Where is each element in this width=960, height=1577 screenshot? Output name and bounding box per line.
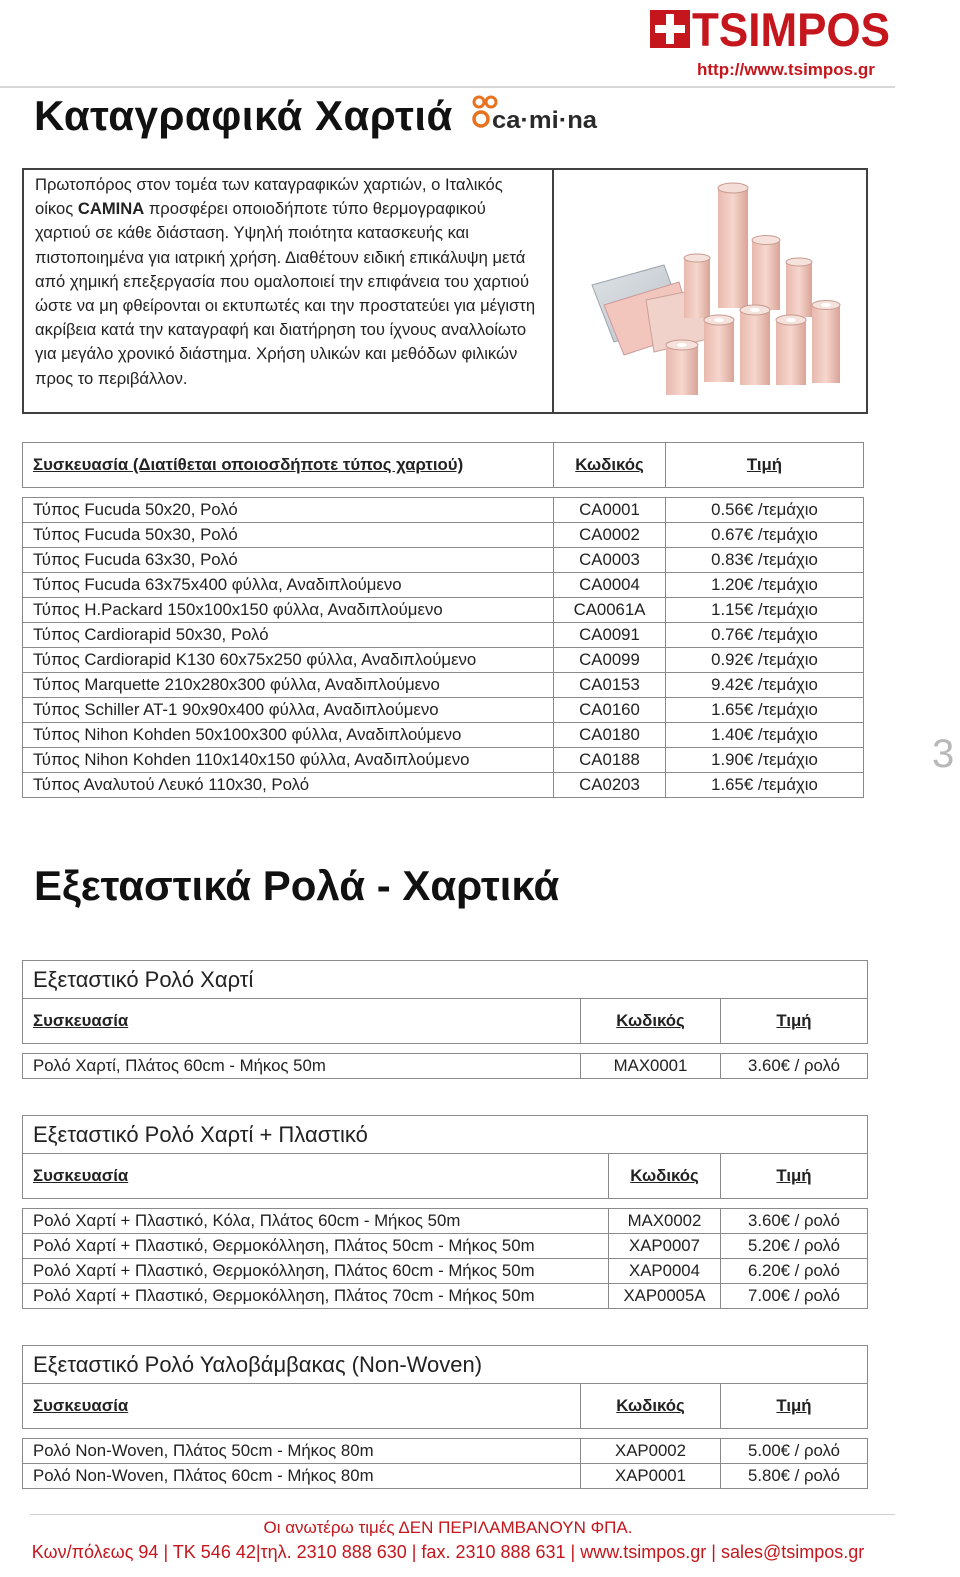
- footer-vat-note: Οι ανωτέρω τιμές ΔΕΝ ΠΕΡΙΛΑΜΒΑΝΟΥΝ ΦΠΑ.: [263, 1518, 633, 1537]
- column-header-code: Κωδικός: [581, 999, 721, 1044]
- table-row: Τύπος Fucuda 50x20, Ρολό CA0001 0.56€ /τεμάχιο: [23, 498, 864, 523]
- table-row: Τύπος Nihon Kohden 110x140x150 φύλλα, Αναδιπλούμενο CA0188 1.90€ /τεμάχιο: [23, 748, 864, 773]
- intro-box: [22, 168, 868, 414]
- table-row: Τύπος Cardiorapid 50x30, Ρολό CA0091 0.76€ /τεμάχιο: [23, 623, 864, 648]
- column-header-packaging: Συσκευασία: [23, 1384, 581, 1429]
- tsimpos-logo: [650, 4, 895, 54]
- table-row: Ρολό Χαρτί, Πλάτος 60cm - Μήκος 50m MAX0001 3.60€ / ρολό: [23, 1054, 868, 1079]
- table-row: Ρολό Χαρτί + Πλαστικό, Θερμοκόλληση, Πλάτος 70cm - Μήκος 50m XAP0005A 7.00€ / ρολό: [23, 1284, 868, 1309]
- column-header-code: Κωδικός: [554, 443, 666, 488]
- table-title: Εξεταστικό Ρολό Χαρτί: [23, 961, 868, 999]
- camina-logo-text: ca·mi·na: [492, 107, 598, 134]
- column-header-code: Κωδικός: [581, 1384, 721, 1429]
- page-number: 3: [932, 732, 955, 776]
- table-title: Εξεταστικό Ρολό Χαρτί + Πλαστικό: [23, 1116, 868, 1154]
- section-title: Εξεταστικά Ρολά - Χαρτικά: [34, 862, 560, 909]
- exam-roll-nonwoven-table: [22, 1345, 868, 1489]
- paper-rolls-illustration: [554, 170, 866, 412]
- column-header-code: Κωδικός: [609, 1154, 721, 1199]
- table-header-row: [23, 1154, 868, 1199]
- column-header-price: Τιμή: [721, 1384, 868, 1429]
- table-title: Εξεταστικό Ρολό Υαλοβάμβακας (Non-Woven): [23, 1346, 868, 1384]
- logo-text: TSIMPOS: [692, 4, 890, 54]
- column-header-price: Τιμή: [666, 443, 864, 488]
- table-row: Τύπος Cardiorapid K130 60x75x250 φύλλα, Αναδιπλούμενο CA0099 0.92€ /τεμάχιο: [23, 648, 864, 673]
- table-row: Ρολό Χαρτί + Πλαστικό, Κόλα, Πλάτος 60cm - Μήκος 50m MAX0002 3.60€ / ρολό: [23, 1209, 868, 1234]
- column-header-packaging: Συσκευασία (Διατίθεται οποιοσδήποτε τύπος χαρτιού): [23, 443, 554, 488]
- column-header-price: Τιμή: [721, 1154, 868, 1199]
- table-row: Τύπος H.Packard 150x100x150 φύλλα, Αναδιπλούμενο CA0061A 1.15€ /τεμάχιο: [23, 598, 864, 623]
- table-row: Τύπος Fucuda 63x30, Ρολό CA0003 0.83€ /τεμάχιο: [23, 548, 864, 573]
- column-header-packaging: Συσκευασία: [23, 999, 581, 1044]
- table-row: Ρολό Χαρτί + Πλαστικό, Θερμοκόλληση, Πλάτος 60cm - Μήκος 50m XAP0004 6.20€ / ρολό: [23, 1259, 868, 1284]
- table-row: Τύπος Αναλυτού Λευκό 110x30, Ρολό CA0203 1.65€ /τεμάχιο: [23, 773, 864, 798]
- table-row: Ρολό Non-Woven, Πλάτος 60cm - Μήκος 80m XAP0001 5.80€ / ρολό: [23, 1464, 868, 1489]
- table-row: Ρολό Non-Woven, Πλάτος 50cm - Μήκος 80m XAP0002 5.00€ / ρολό: [23, 1439, 868, 1464]
- brand-url[interactable]: http://www.tsimpos.gr: [697, 60, 875, 79]
- exam-roll-paper-table: [22, 960, 868, 1079]
- recording-paper-table: [22, 442, 864, 798]
- intro-brand: CAMINA: [77, 199, 145, 219]
- table-row: Τύπος Fucuda 50x30, Ρολό CA0002 0.67€ /τεμάχιο: [23, 523, 864, 548]
- intro-text: Πρωτοπόρος στον τομέα των καταγραφικών χαρτιών, ο Ιταλικός οίκος CAMINA προσφέρει οποιοδήποτε τύπο θερμογραφικού χαρτιού σε κάθε διάσταση. Υψηλή ποιότητα κατασκευής και πιστοποιημένα για ιατρική χρήση. Διαθέτουν ειδική επικάλυψη μετά από χημική επεξεργασία που ομαλοποιεί την επιφάνεια του χαρτιού ώστε να μη φθείρονται οι εκτυπωτές και την προστατεύει για μέγιστη ακρίβεια κατά την καταγραφή και διατήρηση του ίχνους αναλλοίωτο για μεγάλο χρονικό διάστημα. Χρήση υλικών και μεθόδων φιλικών προς το περιβάλλον.: [24, 170, 554, 412]
- exam-roll-paper-plastic-table: [22, 1115, 868, 1309]
- footer-contact: Κων/πόλεως 94 | ΤΚ 546 42|τηλ. 2310 888 630 | fax. 2310 888 631 | www.tsimpos.gr | sales@tsimpos.gr: [31, 1542, 865, 1562]
- table-header-row: [23, 443, 864, 488]
- header-divider: [0, 86, 895, 88]
- paper-rolls-image: [554, 170, 866, 412]
- page-title: Καταγραφικά Χαρτιά: [34, 92, 453, 139]
- table-row: Τύπος Fucuda 63x75x400 φύλλα, Αναδιπλούμενο CA0004 1.20€ /τεμάχιο: [23, 573, 864, 598]
- column-header-price: Τιμή: [721, 999, 868, 1044]
- table-header-row: [23, 1384, 868, 1429]
- camina-logo: [472, 93, 622, 137]
- footer-divider: [30, 1514, 895, 1515]
- table-row: Τύπος Marquette 210x280x300 φύλλα, Αναδιπλούμενο CA0153 9.42€ /τεμάχιο: [23, 673, 864, 698]
- table-header-row: [23, 999, 868, 1044]
- table-row: Τύπος Schiller AT-1 90x90x400 φύλλα, Αναδιπλούμενο CA0160 1.65€ /τεμάχιο: [23, 698, 864, 723]
- column-header-packaging: Συσκευασία: [23, 1154, 609, 1199]
- table-row: Τύπος Nihon Kohden 50x100x300 φύλλα, Αναδιπλούμενο CA0180 1.40€ /τεμάχιο: [23, 723, 864, 748]
- table-row: Ρολό Χαρτί + Πλαστικό, Θερμοκόλληση, Πλάτος 50cm - Μήκος 50m XAP0007 5.20€ / ρολό: [23, 1234, 868, 1259]
